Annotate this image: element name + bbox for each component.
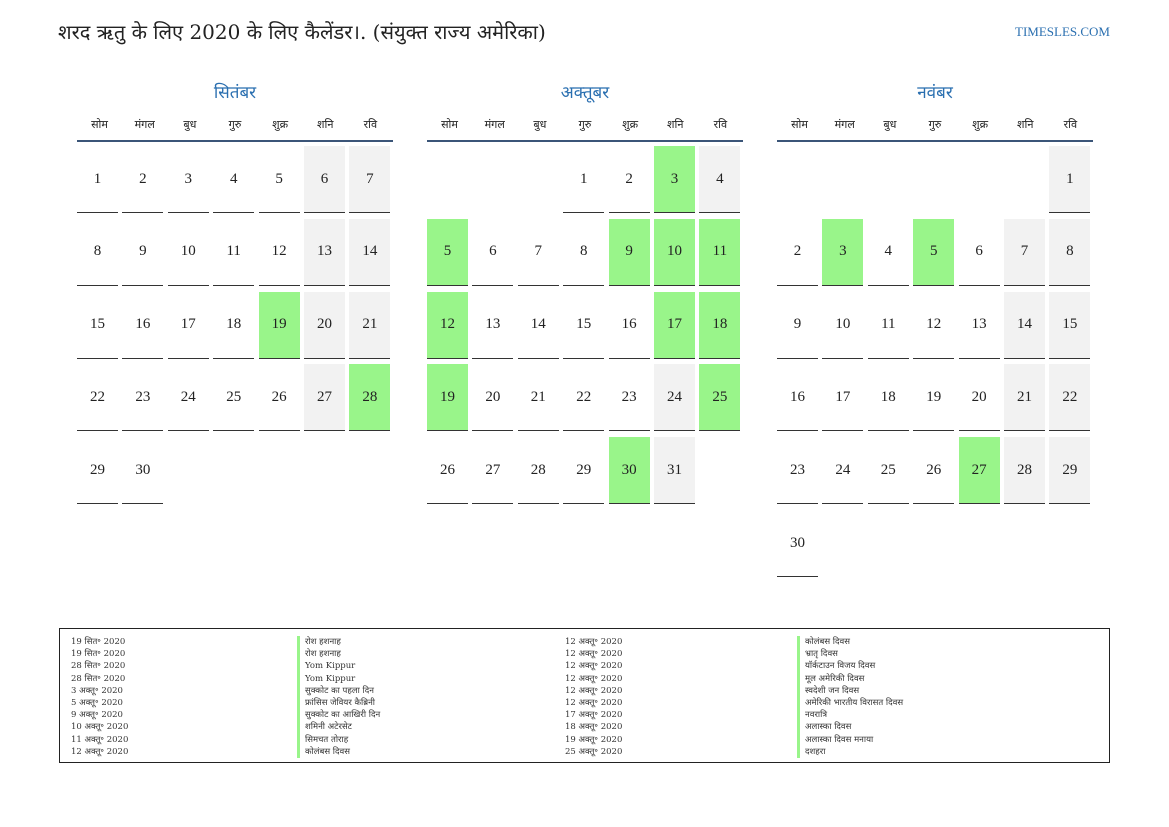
legend-date: 17 अक्तू॰ 2020 [565,710,623,721]
day-cell[interactable]: 27 [304,364,345,431]
page-title: शरद ऋतु के लिए 2020 के लिए कैलेंडर।. (संयुक्त राज्य अमेरिका) [58,20,546,44]
weekday-label: गुरु [578,118,592,131]
day-cell[interactable]: 3 [168,146,209,213]
day-cell[interactable]: 10 [168,219,209,286]
day-cell[interactable]: 22 [563,364,604,431]
weekday-label: रवि [713,118,728,131]
weekday-label: बुध [533,118,547,131]
legend-holiday-name: Yom Kippur [297,673,380,685]
day-cell[interactable]: 20 [959,364,1000,431]
legend-holiday-name: सुक्कोट का पहला दिन [297,685,380,697]
legend-date: 12 अक्तू॰ 2020 [71,746,129,757]
day-cell[interactable]: 14 [518,292,559,359]
legend-date: 19 सित॰ 2020 [71,649,126,660]
day-cell[interactable]: 6 [472,219,513,286]
day-cell[interactable]: 24 [168,364,209,431]
legend-date: 12 अक्तू॰ 2020 [565,697,623,708]
legend-holiday-name: रोश हशनाह [297,636,380,648]
legend-date: 19 सित॰ 2020 [71,637,126,647]
weekday-label: सोम [791,118,808,131]
day-cell[interactable]: 28 [1004,437,1045,504]
legend-holiday-name: अलास्का दिवस [797,721,903,733]
legend-holiday-name: मूल अमेरिकी दिवस [797,673,903,685]
holiday-day-cell[interactable]: 5 [913,219,954,286]
month-calendar [777,82,1093,551]
day-cell[interactable]: 9 [122,219,163,286]
day-cell[interactable]: 13 [304,219,345,286]
day-cell[interactable]: 1 [563,146,604,213]
legend-date: 28 सित॰ 2020 [71,673,126,684]
day-cell[interactable]: 8 [563,219,604,286]
legend-date: 12 अक्तू॰ 2020 [565,661,623,672]
day-cell[interactable]: 26 [259,364,300,431]
day-cell[interactable]: 2 [777,219,818,286]
holiday-day-cell[interactable]: 28 [349,364,390,431]
legend-date: 12 अक्तू॰ 2020 [565,637,623,647]
day-cell[interactable]: 4 [868,219,909,286]
holiday-day-cell[interactable]: 19 [427,364,468,431]
legend-date: 12 अक्तू॰ 2020 [565,685,623,696]
weekday-label: बुध [183,118,197,131]
day-cell[interactable]: 29 [1049,437,1090,504]
holiday-day-cell[interactable]: 30 [609,437,650,504]
holiday-legend [59,628,1110,763]
day-cell[interactable]: 19 [913,364,954,431]
day-cell[interactable]: 29 [77,437,118,504]
day-cell[interactable]: 31 [654,437,695,504]
month-name: नवंबर [917,83,953,103]
legend-names-col-2 [797,636,903,758]
day-cell[interactable]: 23 [777,437,818,504]
day-cell[interactable]: 26 [913,437,954,504]
weekday-label: सोम [91,118,108,131]
legend-date: 28 सित॰ 2020 [71,661,126,672]
day-cell[interactable]: 7 [518,219,559,286]
day-cell[interactable]: 24 [822,437,863,504]
day-cell[interactable]: 21 [1004,364,1045,431]
day-cell[interactable]: 11 [868,292,909,359]
holiday-day-cell[interactable]: 5 [427,219,468,286]
day-cell[interactable]: 28 [518,437,559,504]
holiday-day-cell[interactable]: 25 [699,364,740,431]
day-cell[interactable]: 24 [654,364,695,431]
weekday-label: शुक्र [972,118,989,131]
day-cell[interactable]: 29 [563,437,604,504]
weekday-label: सोम [441,118,458,131]
weekday-label: गुरु [228,118,242,131]
day-cell[interactable]: 22 [77,364,118,431]
day-cell[interactable]: 15 [77,292,118,359]
day-cell[interactable]: 10 [822,292,863,359]
holiday-day-cell[interactable]: 19 [259,292,300,359]
day-cell[interactable]: 6 [959,219,1000,286]
legend-date: 19 अक्तू॰ 2020 [565,734,623,745]
day-cell[interactable]: 16 [609,292,650,359]
weekday-label: शनि [1017,118,1034,131]
day-cell[interactable]: 21 [349,292,390,359]
day-cell[interactable]: 22 [1049,364,1090,431]
day-cell[interactable]: 26 [427,437,468,504]
day-cell[interactable]: 2 [609,146,650,213]
day-cell[interactable]: 7 [1004,219,1045,286]
legend-holiday-name: भ्रातृ दिवस [797,648,903,660]
holiday-day-cell[interactable]: 3 [822,219,863,286]
legend-date: 3 अक्तू॰ 2020 [71,685,123,696]
day-cell[interactable]: 30 [122,437,163,504]
legend-date: 12 अक्तू॰ 2020 [565,673,623,684]
legend-holiday-name: स्वदेशी जन दिवस [797,685,903,697]
weekday-label: शुक्र [272,118,289,131]
day-cell[interactable]: 18 [868,364,909,431]
day-cell[interactable]: 17 [822,364,863,431]
holiday-day-cell[interactable]: 18 [699,292,740,359]
day-cell[interactable]: 13 [959,292,1000,359]
day-cell[interactable]: 23 [609,364,650,431]
legend-date: 10 अक्तू॰ 2020 [71,722,129,733]
day-cell[interactable]: 18 [213,292,254,359]
legend-date: 18 अक्तू॰ 2020 [565,722,623,733]
holiday-day-cell[interactable]: 11 [699,219,740,286]
legend-holiday-name: अलास्का दिवस मनाया [797,734,903,746]
holiday-day-cell[interactable]: 27 [959,437,1000,504]
month-name: सितंबर [213,83,257,103]
day-cell[interactable]: 15 [563,292,604,359]
holiday-day-cell[interactable]: 9 [609,219,650,286]
legend-date: 9 अक्तू॰ 2020 [71,710,123,721]
month-calendar [427,82,743,478]
weekday-label: शुक्र [622,118,639,131]
legend-holiday-name: Yom Kippur [297,660,380,672]
day-cell[interactable]: 14 [349,219,390,286]
day-cell[interactable]: 8 [77,219,118,286]
legend-holiday-name: दशहरा [797,746,903,758]
weekday-label: रवि [363,118,378,131]
legend-holiday-name: यॉर्कटाउन विजय दिवस [797,660,903,672]
weekday-label: शनि [317,118,334,131]
day-cell[interactable]: 15 [1049,292,1090,359]
weekday-label: मंगल [834,118,855,131]
legend-dates-col-2 [565,636,622,758]
day-cell[interactable]: 20 [304,292,345,359]
day-cell[interactable]: 20 [472,364,513,431]
legend-holiday-name: शमिनी अटेरसेट [297,721,380,733]
day-cell[interactable]: 30 [777,510,818,577]
day-cell[interactable]: 12 [259,219,300,286]
day-cell[interactable]: 7 [349,146,390,213]
legend-dates-col-1 [71,636,128,758]
day-cell[interactable]: 4 [213,146,254,213]
weekday-label: गुरु [928,118,942,131]
day-cell[interactable]: 16 [122,292,163,359]
weekday-header [777,104,1093,142]
weekday-label: बुध [883,118,897,131]
legend-holiday-name: सिमचत तोराह [297,734,380,746]
legend-date: 25 अक्तू॰ 2020 [565,746,623,757]
holiday-day-cell[interactable]: 3 [654,146,695,213]
day-cell[interactable]: 12 [913,292,954,359]
month-name: अक्तूबर [560,83,610,103]
day-cell[interactable]: 2 [122,146,163,213]
day-cell[interactable]: 25 [868,437,909,504]
legend-holiday-name: रोश हशनाह [297,648,380,660]
day-cell[interactable]: 11 [213,219,254,286]
weekday-label: शनि [667,118,684,131]
legend-date: 5 अक्तू॰ 2020 [71,697,123,708]
day-cell[interactable]: 9 [777,292,818,359]
brand-link[interactable]: TIMESLES.COM [1015,24,1110,39]
day-cell[interactable]: 14 [1004,292,1045,359]
legend-holiday-name: अमेरिकी भारतीय विरासत दिवस [797,697,903,709]
holiday-day-cell[interactable]: 17 [654,292,695,359]
weekday-header [427,104,743,142]
legend-holiday-name: नवरात्रि [797,709,903,721]
day-cell[interactable]: 1 [77,146,118,213]
legend-holiday-name: कोलंबस दिवस [297,746,380,758]
weekday-label: रवि [1063,118,1078,131]
day-cell[interactable]: 21 [518,364,559,431]
legend-holiday-name: सुक्कोट का आखिरी दिन [297,709,380,721]
legend-date: 11 अक्तू॰ 2020 [71,734,129,745]
holiday-day-cell[interactable]: 10 [654,219,695,286]
legend-holiday-name: कोलंबस दिवस [797,636,903,648]
holiday-day-cell[interactable]: 12 [427,292,468,359]
day-cell[interactable]: 6 [304,146,345,213]
day-cell[interactable]: 25 [213,364,254,431]
legend-names-col-1 [297,636,380,758]
day-cell[interactable]: 13 [472,292,513,359]
day-cell[interactable]: 27 [472,437,513,504]
month-calendar [77,82,393,478]
legend-holiday-name: फ्रांसिस जेवियर कैब्रिनी [297,697,380,709]
day-cell[interactable]: 23 [122,364,163,431]
weekday-label: मंगल [134,118,155,131]
day-cell[interactable]: 1 [1049,146,1090,213]
weekday-header [77,104,393,142]
day-cell[interactable]: 5 [259,146,300,213]
legend-date: 12 अक्तू॰ 2020 [565,649,623,660]
day-cell[interactable]: 4 [699,146,740,213]
weekday-label: मंगल [484,118,505,131]
day-cell[interactable]: 8 [1049,219,1090,286]
day-cell[interactable]: 16 [777,364,818,431]
day-cell[interactable]: 17 [168,292,209,359]
